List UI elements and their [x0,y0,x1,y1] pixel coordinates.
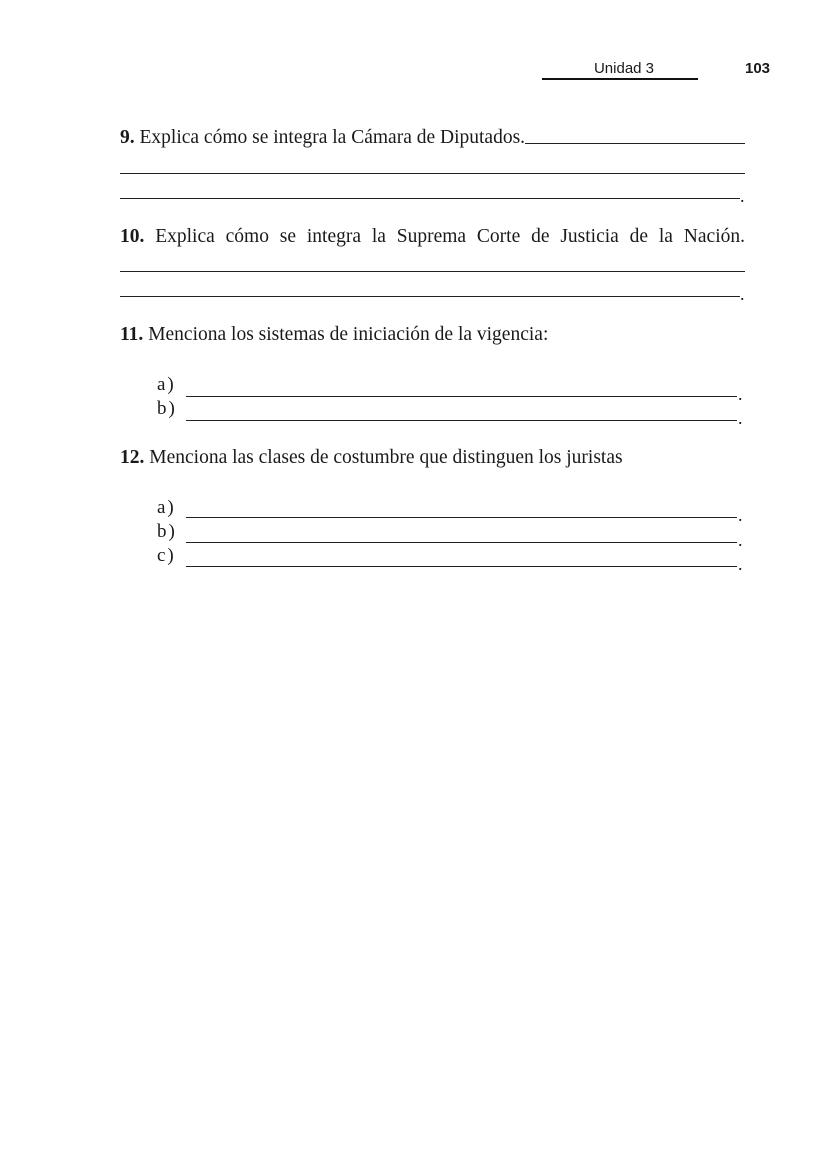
period: . [738,505,743,525]
item-label-b: b) [157,398,177,419]
answer-line-a[interactable] [186,517,737,518]
page-number: 103 [745,60,771,77]
answer-line[interactable] [120,296,740,297]
period: . [738,554,743,574]
answer-line-c[interactable] [186,566,737,567]
question-11 [120,324,548,346]
running-header-unit [542,60,698,80]
answer-line[interactable] [120,198,740,199]
question-text: Explica cómo se integra la Cámara de Diputados. [139,127,526,148]
item-label-b: b) [157,521,177,542]
question-text: Menciona las clases de costumbre que distinguen los juristas [149,447,623,468]
answer-line[interactable] [525,143,745,144]
question-prompt [120,127,525,149]
unit-label: Unidad 3 [593,60,655,77]
item-label-a: a) [157,374,176,395]
answer-line-a[interactable] [186,396,737,397]
answer-line-b[interactable] [186,420,737,421]
period: . [738,530,743,550]
answer-line[interactable] [120,271,745,272]
question-number: 11. [120,324,144,345]
answer-line[interactable] [120,173,745,174]
question-12 [120,447,623,469]
question-9 [120,127,745,149]
answer-line-b[interactable] [186,542,737,543]
question-number: 9. [120,127,135,148]
question-number: 12. [120,447,145,468]
period: . [740,186,745,206]
question-text: Explica cómo se integra la Suprema Corte de Justicia de la Nación. [155,226,745,247]
period: . [738,408,743,428]
question-text: Menciona los sistemas de iniciación de la vigencia: [148,324,549,345]
period: . [738,384,743,404]
question-number: 10. [120,226,145,247]
question-10 [120,226,745,248]
item-label-a: a) [157,497,176,518]
item-label-c: c) [157,545,176,566]
period: . [740,284,745,304]
